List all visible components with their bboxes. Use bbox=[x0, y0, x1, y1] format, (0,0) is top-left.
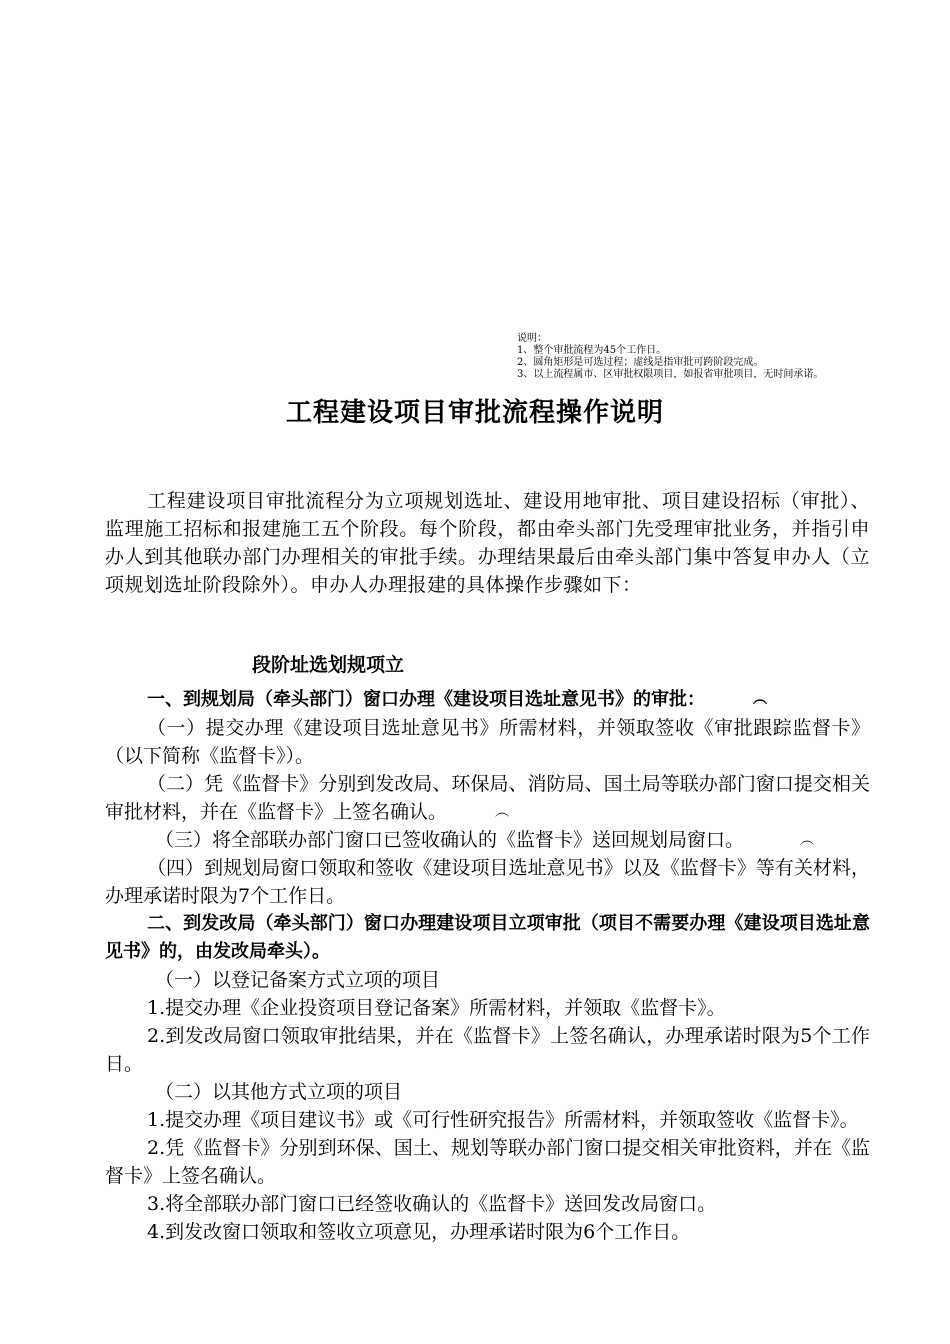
section-2-sub-1-item-1: 1.提交办理《企业投资项目登记备案》所需材料，并领取《监督卡》。 bbox=[147, 997, 726, 1019]
bracket-mark-icon: ︵ bbox=[753, 691, 767, 707]
bracket-mark-icon: ︵ bbox=[800, 832, 815, 848]
intro-paragraph: 工程建设项目审批流程分为立项规划选址、建设用地审批、项目建设招标（审批）、监理施工招标和报建施工五个阶段。每个阶段，都由牵头部门先受理审批业务，并指引申办人到其他联办部门办理相关的审批手续。办理结果最后由牵头部门集中答复申办人（立项规划选址阶段除外）。申办人办理报建的具体操作步骤如下： bbox=[105, 490, 870, 596]
bracket-mark-icon: ︵ bbox=[495, 804, 510, 820]
section-2-sub-2-item-3: 3.将全部联办部门窗口已经签收确认的《监督卡》送回发改局窗口。 bbox=[147, 1193, 717, 1215]
notes-item-2: 2、圆角矩形是可选过程；虚线是指审批可跨阶段完成。 bbox=[517, 357, 764, 368]
section-1-item-1: （一）提交办理《建设项目选址意见书》所需材料，并领取签收《审批跟踪监督卡》（以下简称《监督卡》）。 bbox=[105, 717, 870, 767]
notes-label: 说明： bbox=[517, 333, 547, 344]
section-2-sub-1: （一）以登记备案方式立项的项目 bbox=[155, 969, 441, 991]
notes-item-1: 1、整个审批流程为45个工作日。 bbox=[517, 345, 667, 356]
section-2-sub-2-item-1: 1.提交办理《项目建议书》或《可行性研究报告》所需材料，并领取签收《监督卡》。 bbox=[147, 1109, 859, 1131]
document-content bbox=[105, 685, 870, 1246]
section-2-heading: 二、到发改局（牵头部门）窗口办理建设项目立项审批（项目不需要办理《建设项目选址意见书》的，由发改局牵头）。 bbox=[105, 913, 870, 962]
section-1-heading-text: 一、到规划局（牵头部门）窗口办理《建设项目选址意见书》的审批： bbox=[147, 689, 705, 710]
section-1-item-3-text: （三）将全部联办部门窗口已签收确认的《监督卡》送回规划局窗口。 bbox=[155, 829, 745, 851]
notes-item-3: 3、以上流程属市、区审批权限项目，如报省审批项目，无时间承诺。 bbox=[517, 369, 824, 380]
notes-block bbox=[517, 333, 823, 381]
section-1-heading bbox=[105, 685, 870, 714]
section-1-item-3 bbox=[105, 826, 870, 854]
section-1-item-2-text: （二）凭《监督卡》分别到发改局、环保局、消防局、国土局等联办部门窗口提交相关审批材料，并在《监督卡》上签名确认。 bbox=[105, 773, 870, 823]
section-1-item-2 bbox=[105, 770, 870, 826]
document-title: 工程建设项目审批流程操作说明 bbox=[285, 398, 664, 428]
section-2-sub-2-item-4: 4.到发改窗口领取和签收立项意见，办理承诺时限为6个工作日。 bbox=[147, 1221, 691, 1243]
stage-heading: 段阶址选划规项立 bbox=[252, 654, 405, 676]
section-1-item-4: （四）到规划局窗口领取和签收《建设项目选址意见书》以及《监督卡》等有关材料，办理承诺时限为7个工作日。 bbox=[105, 857, 870, 907]
section-2-sub-2-item-2: 2.凭《监督卡》分别到环保、国土、规划等联办部门窗口提交相关审批资料，并在《监督卡》上签名确认。 bbox=[105, 1137, 870, 1187]
section-2-sub-1-item-2: 2.到发改局窗口领取审批结果，并在《监督卡》上签名确认，办理承诺时限为5个工作日。 bbox=[105, 1025, 870, 1075]
section-2-sub-2: （二）以其他方式立项的项目 bbox=[155, 1081, 403, 1103]
